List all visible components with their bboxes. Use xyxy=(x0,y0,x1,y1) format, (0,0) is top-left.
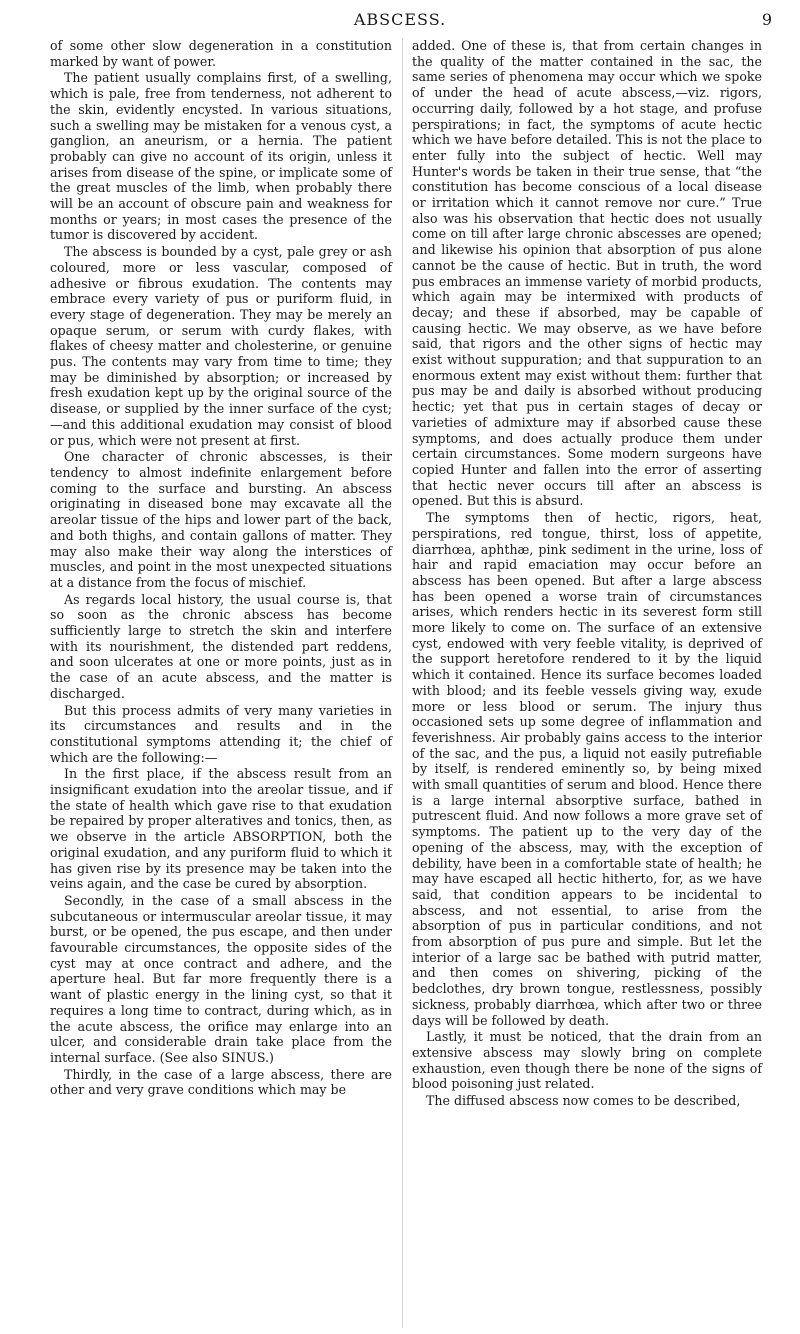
paragraph: The abscess is bounded by a cyst, pale grey or ash coloured, more or less vascular, composed of adhesive or fibrous exudation. The contents may embrace every variety of pus or puriform fluid, in every stage of degeneration. They may be merely an opaque serum, or serum with curdy flakes, with flakes of cheesy matter and cholesterine, or genuine pus. The contents may vary from time to time; they may be diminished by absorption; or increased by fresh exudation kept up by the original source of the disease, or supplied by the inner surface of the cyst;—and this additional exudation may consist of blood or pus, which were not present at first. xyxy=(50,244,392,448)
paragraph: As regards local history, the usual course is, that so soon as the chronic abscess has become sufficiently large to stretch the skin and interfere with its nourishment, the distended part reddens, and soon ulcerates at one or more points, just as in the case of an acute abscess, and the matter is discharged. xyxy=(50,591,392,701)
paragraph: Secondly, in the case of a small abscess in the subcutaneous or intermuscular areolar tissue, it may burst, or be opened, the pus escape, and then under favourable circumstances, the opposite sides of the cyst may at once contract and adhere, and the aperture heal. But far more frequently there is a want of plastic energy in the lining cyst, so that it requires a long time to contract, during which, as in the acute abscess, the orifice may enlarge into an ulcer, and considerable drain take place from the internal surface. (See also SINUS.) xyxy=(50,892,392,1065)
page-number: 9 xyxy=(761,10,772,29)
right-column xyxy=(412,38,762,1110)
paragraph: Thirdly, in the case of a large abscess, there are other and very grave conditions which may be xyxy=(50,1066,392,1098)
paragraph: The patient usually complains first, of a swelling, which is pale, free from tenderness, not adherent to the skin, evidently encysted. In various situations, such a swelling may be mistaken for a venous cyst, a ganglion, an aneurism, or a hernia. The patient probably can give no account of its origin, unless it arises from disease of the spine, or implicate some of the great muscles of the limb, when probably there will be an account of obscure pain and weakness for months or years; in most cases the presence of the tumor is discovered by accident. xyxy=(50,70,392,243)
running-title: ABSCESS. xyxy=(353,10,447,29)
paragraph: of some other slow degeneration in a constitution marked by want of power. xyxy=(50,38,392,69)
paragraph: But this process admits of very many varieties in its circumstances and results and in the constitutional symptoms attending it; the chief of which are the following:— xyxy=(50,702,392,765)
paragraph: Lastly, it must be noticed, that the drain from an extensive abscess may slowly bring on complete exhaustion, even though there be none of the signs of blood poisoning just related. xyxy=(412,1029,762,1092)
left-column xyxy=(50,38,392,1099)
paragraph: In the first place, if the abscess result from an insignificant exudation into the areolar tissue, and if the state of health which gave rise to that exudation be repaired by proper alteratives and tonics, then, as we observe in the article ABSORPTION, both the original exudation, and any puriform fluid to which it has given rise by its presence may be taken into the veins again, and the case be cured by absorption. xyxy=(50,766,392,892)
paragraph: One character of chronic abscesses, is their tendency to almost indefinite enlargement before coming to the surface and bursting. An abscess originating in diseased bone may excavate all the areolar tissue of the hips and lower part of the back, and both thighs, and contain gallons of matter. They may also make their way along the interstices of muscles, and point in the most unexpected situations at a distance from the focus of mischief. xyxy=(50,449,392,590)
column-divider xyxy=(402,38,403,1328)
paragraph: added. One of these is, that from certain changes in the quality of the matter contained in the sac, the same series of phenomena may occur which we spoke of under the head of acute abscess,—viz. rigors, occurring daily, followed by a hot stage, and profuse perspirations; in fact, the symptoms of acute hectic which we have before detailed. This is not the place to enter fully into the subject of hectic. Well may Hunter's words be taken in their true sense, that “the constitution has become conscious of a local disease or irritation which it cannot remove nor cure.” True also was his observation that hectic does not usually come on till after large chronic abscesses are opened; and likewise his opinion that absorption of pus alone cannot be the cause of hectic. But in truth, the word pus embraces an immense variety of morbid products, which again may be intermixed with products of decay; and these if absorbed, may be capable of causing hectic. We may observe, as we have before said, that rigors and the other signs of hectic may exist without suppuration; and that suppuration to an enormous extent may exist without them: further that pus may be and daily is absorbed without producing hectic; yet that pus in certain stages of decay or varieties of admixture may if absorbed cause these symptoms, and does actually produce them under certain circumstances. Some modern surgeons have copied Hunter and fallen into the error of asserting that hectic never occurs till after an abscess is opened. But this is absurd. xyxy=(412,38,762,509)
paragraph: The diffused abscess now comes to be described, xyxy=(426,1093,741,1109)
paragraph: The symptoms then of hectic, rigors, heat, perspirations, red tongue, thirst, loss of appetite, diarrhœa, aphthæ, pink sediment in the urine, loss of hair and rapid emaciation may occur before an abscess has been opened. But after a large abscess has been opened a worse train of circumstances arises, which renders hectic in its severest form still more likely to come on. The surface of an extensive cyst, endowed with very feeble vitality, is deprived of the support heretofore rendered to it by the liquid which it contained. Hence its surface becomes loaded with blood; and its feeble vessels giving way, exude more or less blood or serum. The injury thus occasioned sets up some degree of inflammation and feverishness. Air probably gains access to the interior of the sac, and the pus, a liquid not easily putrefiable by itself, is rendered eminently so, by being mixed with small quantities of serum and blood. Hence there is a large internal absorptive surface, bathed in putrescent fluid. And now follows a more grave set of symptoms. The patient up to the very day of the opening of the abscess, may, with the exception of debility, have been in a comfortable state of health; he may have escaped all hectic hitherto, for, as we have said, that condition appears to be incidental to abscess, and not essential, to arise from the absorption of pus in particular conditions, and not from absorption of pus pure and simple. But let the interior of a large sac be bathed with putrid matter, and then comes on shivering, picking of the bedclothes, dry brown tongue, restlessness, possibly sickness, probably diarrhœa, which after two or three days will be followed by death. xyxy=(412,510,762,1028)
page-header xyxy=(0,6,800,34)
